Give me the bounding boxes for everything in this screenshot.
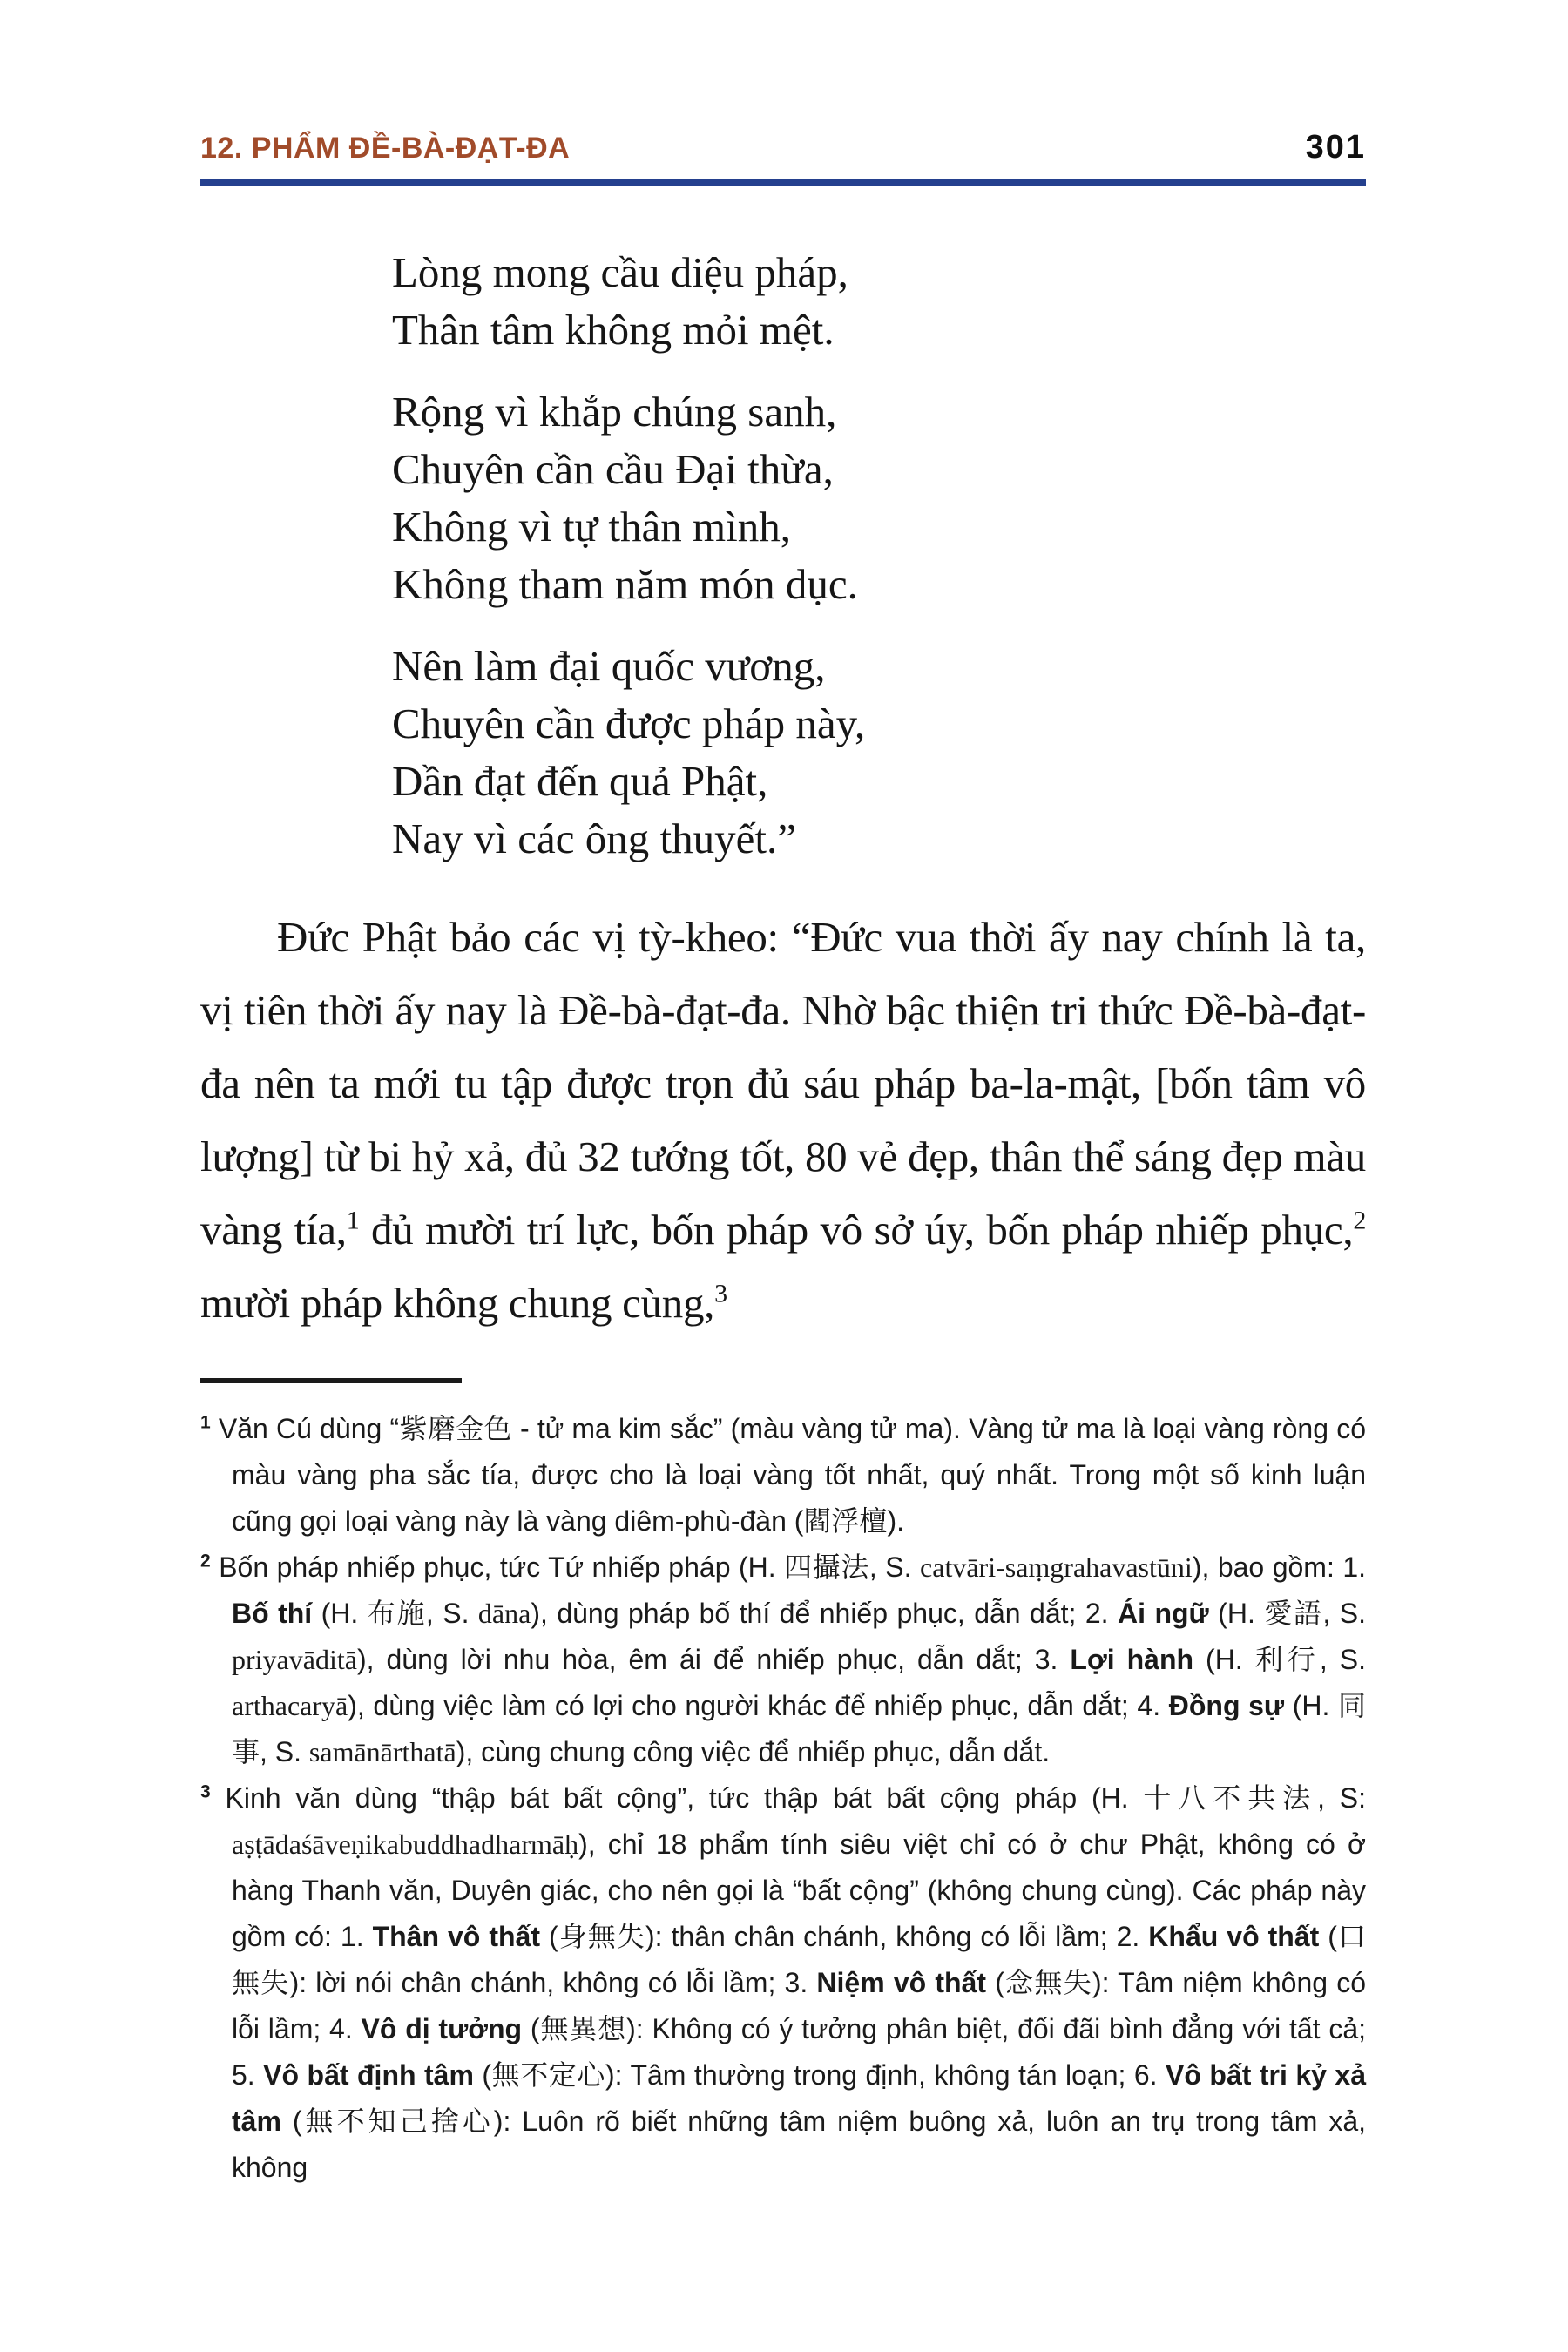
text-run: ( [473,2059,492,2091]
verse-line: Chuyên cần cầu Đại thừa, [392,445,834,493]
term-bold: Khẩu vô thất [1148,1921,1320,1952]
footnote-marker: 2 [200,1551,211,1571]
foreign-text: 念無失 [1004,1967,1092,1998]
text-run: Bốn pháp nhiếp phục, tức Tứ nhiếp pháp (H. [219,1551,785,1583]
text-run: mười pháp không chung cùng, [200,1279,715,1327]
verse-line: Rộng vì khắp chúng sanh, [392,388,837,436]
header-rule [200,179,1366,186]
verse-line: Không vì tự thân mình, [392,503,792,551]
text-run: , S: [1317,1782,1367,1814]
foreign-text: aṣṭādaśāveṇikabuddhadharmāḥ [232,1828,579,1860]
footnote-separator [200,1378,462,1383]
text-run: ), dùng việc làm có lợi cho người khác để nhiếp phục, dẫn dắt; 4. [348,1690,1169,1721]
text-run: đủ mười trí lực, bốn pháp vô sở úy, bốn pháp nhiếp phục, [359,1206,1354,1254]
foreign-text: 身無失 [558,1921,645,1952]
term-bold: Vô dị tưởng [361,2013,523,2044]
foreign-text: 愛語 [1264,1598,1323,1629]
footnote-item [200,1406,1366,1544]
text-run: , S. [868,1551,921,1583]
text-run: ), dùng lời nhu hòa, êm ái để nhiếp phục, dẫn dắt; 3. [356,1644,1071,1675]
foreign-text: 無不定心 [491,2059,606,2091]
term-bold: Thân vô thất [372,1921,540,1952]
verse-stanza [392,244,1366,359]
footnote-item [200,1544,1366,1775]
page-header [200,129,1366,166]
foreign-text: 閻浮檀 [803,1505,888,1537]
text-run: ). [887,1505,904,1537]
verse-line: Dần đạt đến quả Phật, [392,757,768,805]
text-run: - tử ma kim sắc” (màu vàng tử ma). Vàng tử ma là loại vàng ròng có màu vàng pha sắc tía, được cho là loại vàng tốt nhất, quý nhất. Trong một số kinh luận cũng gọi loại vàng này là vàng diêm-phù-đàn ( [232,1413,1367,1537]
text-run: ), cùng chung công việc để nhiếp phục, dẫn dắt. [456,1736,1051,1767]
term-bold: Vô bất định tâm [263,2059,474,2091]
text-run: (H. [1193,1644,1255,1675]
verse-line: Nay vì các ông thuyết.” [392,814,796,862]
text-run: (H. [1208,1598,1265,1629]
text-run: ): Tâm niệm không có lỗi lầm; 4. [232,1967,1367,2044]
text-run: ( [280,2105,302,2137]
foreign-text: 紫磨金色 [399,1413,512,1444]
foreign-text: arthacaryā [232,1690,348,1721]
footnote-marker: 3 [200,1781,211,1802]
foreign-text: samānārthatā [308,1736,456,1767]
foreign-text: 同事 [232,1690,1367,1767]
text-run: , S. [260,1736,309,1767]
foreign-text: priyavāditā [232,1644,357,1675]
foreign-text: dāna [477,1598,531,1629]
prose-paragraph [200,901,1366,1340]
verse-line: Không tham năm món dục. [392,560,858,608]
footnote-item [200,1775,1366,2191]
term-bold: Niệm vô thất [816,1967,987,1998]
foreign-text: catvāri-saṃgrahavastūni [920,1551,1193,1583]
verse-stanza [392,638,1366,868]
text-run: , S. [425,1598,478,1629]
text-run: , S. [1319,1644,1367,1675]
text-run: ): Luôn rõ biết những tâm niệm buông xả, luôn an trụ trong tâm xả, không [232,2105,1367,2183]
verse-stanza [392,383,1366,613]
text-run: ), dùng pháp bố thí để nhiếp phục, dẫn dắt; 2. [531,1598,1119,1629]
text-run: ( [539,1921,558,1952]
footnote-marker: 1 [200,1412,211,1433]
foreign-text: 利行 [1254,1644,1320,1675]
text-run: Đức Phật bảo các vị tỳ-kheo: “Đức vua thời ấy nay chính là ta, vị tiên thời ấy nay là Đề-bà-đạt-đa. Nhờ bậc thiện tri thức Đề-bà-đạt-đa nên ta mới tu tập được trọn đủ sáu pháp ba-la-mật, [bốn tâm vô lượng] từ bi hỷ xả, đủ 32 tướng tốt, 80 vẻ đẹp, thân thể sáng đẹp màu vàng tía, [200,913,1366,1254]
foreign-text: 四攝法 [784,1551,869,1583]
term-bold: Lợi hành [1070,1644,1194,1675]
foreign-text: 口無失 [232,1921,1366,1998]
foreign-text: 布施 [367,1598,426,1629]
term-bold: Vô bất tri kỷ xả tâm [232,2059,1367,2137]
chapter-title: 12. PHẨM ĐỀ-BÀ-ĐẠT-ĐA [200,132,571,165]
verse-line: Lòng mong cầu diệu pháp, [392,248,848,296]
foreign-text: 無不知己捨心 [301,2105,494,2137]
text-run: Văn Cú dùng “ [218,1413,400,1444]
text-run: ( [986,1967,1004,1998]
verse-line: Chuyên cần được pháp này, [392,700,866,747]
text-run: ): Tâm thường trong định, không tán loạn; 6. [605,2059,1166,2091]
term-bold: Đồng sự [1168,1690,1285,1721]
text-run: ( [1319,1921,1337,1952]
text-run: (H. [1284,1690,1339,1721]
text-run: (H. [312,1598,368,1629]
text-run: ): lời nói chân chánh, không có lỗi lầm; 3. [289,1967,817,1998]
term-bold: Bố thí [232,1598,313,1629]
text-run: ( [522,2013,540,2044]
footnote-ref: 1 [346,1206,360,1235]
footnotes [200,1406,1366,2191]
text-run: ): Không có ý tưởng phân biệt, đối đãi bình đẳng với tất cả; 5. [232,2013,1367,2091]
foreign-text: 無異想 [539,2013,627,2044]
text-run: , S. [1322,1598,1366,1629]
text-run: ), bao gồm: 1. [1192,1551,1367,1583]
text-run: Kinh văn dùng “thập bát bất cộng”, tức thập bát bất cộng pháp (H. [225,1782,1144,1814]
verse-line: Thân tâm không mỏi mệt. [392,306,835,354]
term-bold: Ái ngữ [1118,1598,1209,1629]
footnote-ref: 3 [714,1279,727,1308]
verse-block [392,244,1366,868]
text-run: ), chỉ 18 phẩm tính siêu việt chỉ có ở chư Phật, không có ở hàng Thanh văn, Duyên giác, cho nên gọi là “bất cộng” (không chung cùng). Các pháp này gồm có: 1. [232,1828,1366,1952]
foreign-text: 十八不共法 [1143,1782,1318,1814]
verse-line: Nên làm đại quốc vương, [392,642,826,690]
footnote-ref: 2 [1353,1206,1367,1235]
page-number: 301 [1305,129,1366,166]
text-run: ): thân chân chánh, không có lỗi lầm; 2. [645,1921,1149,1952]
